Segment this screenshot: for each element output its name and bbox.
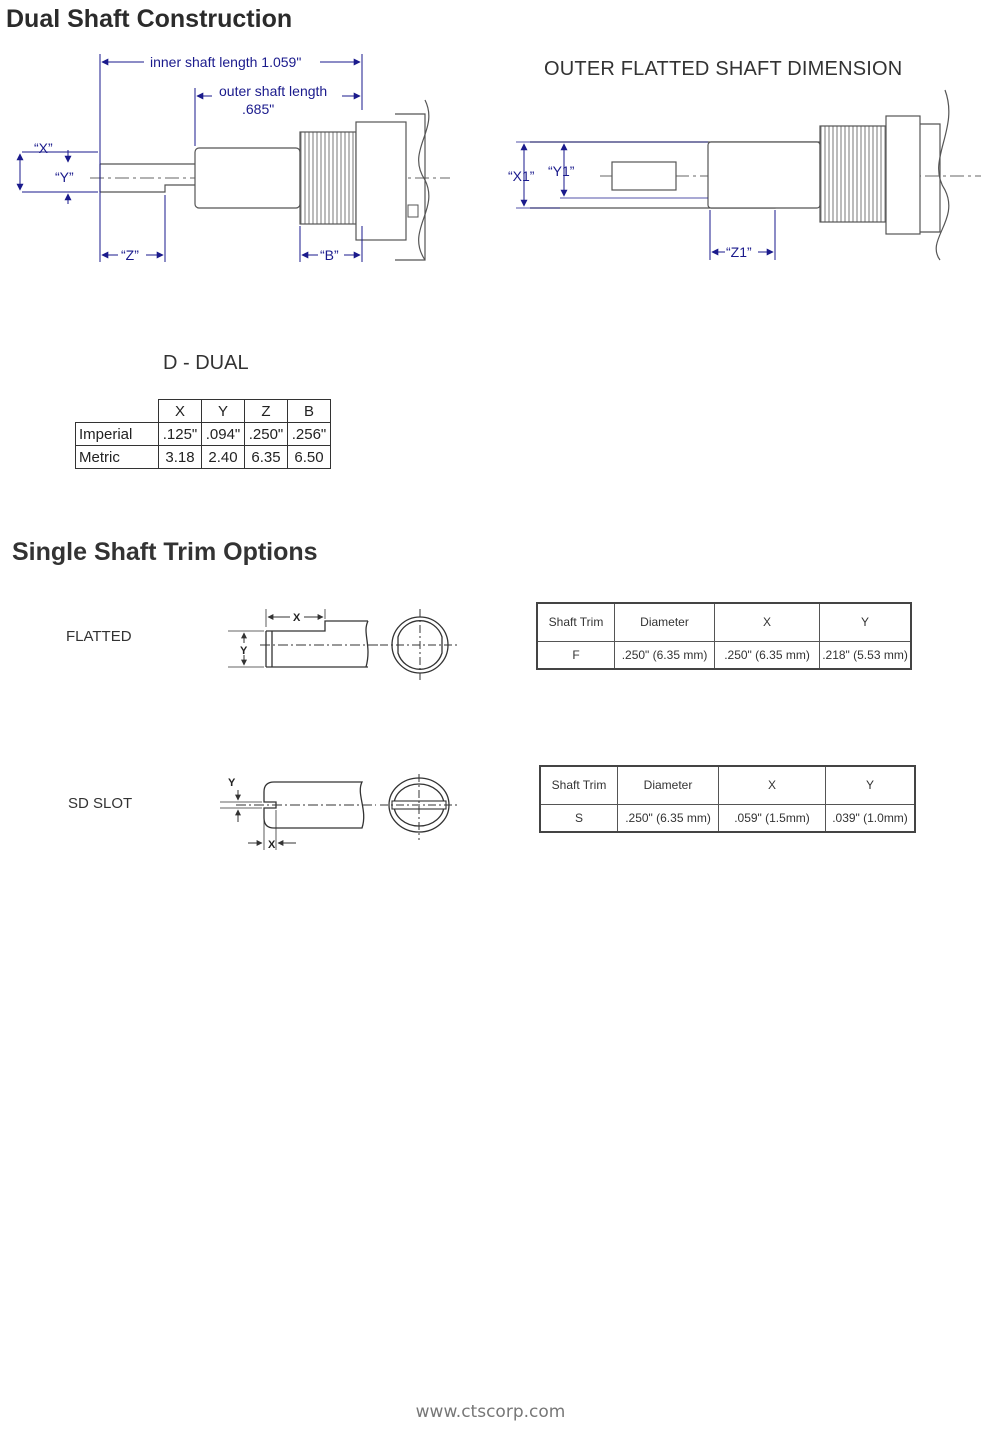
- header-x: X: [159, 400, 202, 423]
- table-header-row: [540, 766, 915, 804]
- header-y: Y: [202, 400, 245, 423]
- table-cell: .125": [159, 423, 202, 446]
- footer-url[interactable]: www.ctscorp.com: [415, 1402, 566, 1422]
- table-row: [76, 446, 331, 469]
- dual-shaft-drawing: [0, 40, 470, 280]
- header-z: Z: [245, 400, 288, 423]
- header-x: X: [715, 603, 820, 641]
- sd-slot-shaft-drawing: [216, 770, 460, 855]
- flatted-dim-x: X: [293, 612, 301, 624]
- table-cell: 6.35: [245, 446, 288, 469]
- label-x: “X”: [34, 140, 53, 156]
- table-cell: 6.50: [288, 446, 331, 469]
- dual-dimension-table: [75, 399, 331, 469]
- table-cell: .250" (6.35 mm): [618, 804, 719, 832]
- option-flatted-label: FLATTED: [66, 628, 132, 645]
- label-z: “Z”: [121, 247, 139, 263]
- dual-shaft-title: Dual Shaft Construction: [6, 5, 293, 33]
- outer-length-label-line2: .685": [242, 101, 275, 117]
- dual-table-title: D - DUAL: [163, 352, 249, 374]
- row-label: Imperial: [76, 423, 159, 446]
- table-cell: .039" (1.0mm): [826, 804, 916, 832]
- table-cell: F: [537, 641, 615, 669]
- table-cell: .250" (6.35 mm): [615, 641, 715, 669]
- table-cell: 3.18: [159, 446, 202, 469]
- table-cell: 2.40: [202, 446, 245, 469]
- table-cell: .256": [288, 423, 331, 446]
- header-diameter: Diameter: [618, 766, 719, 804]
- flatted-shaft-drawing: [220, 605, 460, 680]
- label-b: “B”: [320, 247, 339, 263]
- flatted-trim-table: [536, 602, 912, 670]
- header-y: Y: [826, 766, 916, 804]
- option-sd-slot-label: SD SLOT: [68, 795, 133, 812]
- header-b: B: [288, 400, 331, 423]
- table-header-row: [76, 400, 331, 423]
- single-shaft-title: Single Shaft Trim Options: [12, 538, 318, 566]
- table-cell: .250" (6.35 mm): [715, 641, 820, 669]
- table-header-row: [537, 603, 911, 641]
- outer-flatted-title: OUTER FLATTED SHAFT DIMENSION: [544, 58, 903, 80]
- header-shaft-trim: Shaft Trim: [537, 603, 615, 641]
- label-x1: “X1”: [508, 168, 535, 184]
- outer-flatted-drawing: [500, 80, 981, 270]
- header-shaft-trim: Shaft Trim: [540, 766, 618, 804]
- header-diameter: Diameter: [615, 603, 715, 641]
- header-x: X: [719, 766, 826, 804]
- row-label: Metric: [76, 446, 159, 469]
- table-row: [76, 423, 331, 446]
- sd-slot-trim-table: [539, 765, 916, 833]
- table-cell: .094": [202, 423, 245, 446]
- table-cell: .218" (5.53 mm): [820, 641, 912, 669]
- label-y1: “Y1”: [548, 163, 575, 179]
- sd-slot-dim-y: Y: [228, 777, 236, 789]
- label-y: “Y”: [55, 169, 74, 185]
- table-row: [537, 641, 911, 669]
- table-cell: .250": [245, 423, 288, 446]
- flatted-dim-y: Y: [240, 645, 248, 657]
- sd-slot-dim-x: X: [268, 839, 276, 851]
- header-y: Y: [820, 603, 912, 641]
- table-cell: .059" (1.5mm): [719, 804, 826, 832]
- table-cell: S: [540, 804, 618, 832]
- inner-length-label: inner shaft length 1.059": [150, 54, 302, 70]
- label-z1: “Z1”: [726, 244, 752, 260]
- table-row: [540, 804, 915, 832]
- outer-length-label-line1: outer shaft length: [219, 83, 328, 99]
